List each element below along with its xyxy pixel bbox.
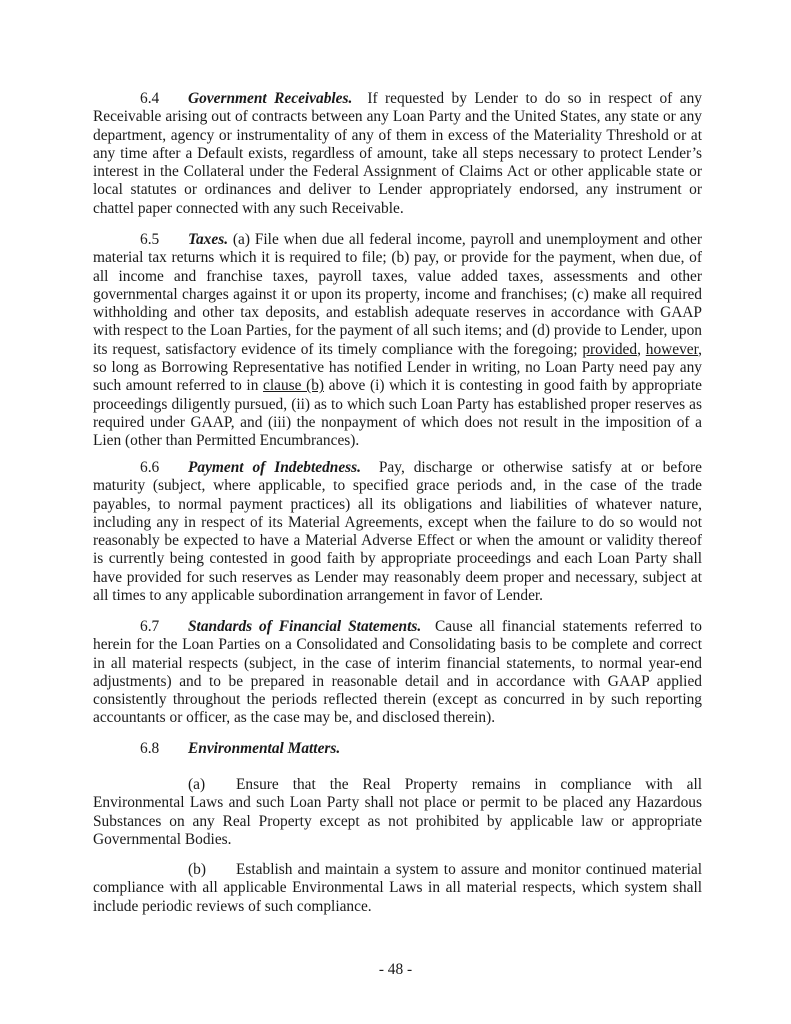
section-number: 6.5 (140, 231, 160, 248)
defined-term-provided: provided (582, 340, 638, 358)
section-6-5 (93, 231, 702, 451)
section-heading: Standards of Financial Statements. (188, 618, 422, 635)
section-paragraph (93, 90, 702, 218)
section-body: Pay, discharge or otherwise satisfy at or before maturity (subject, where applicable, to specified grace periods and, in the case of the trade payables, to normal payment practices) all its obligations and liabilities of whatever nature, including any in respect of its Material Agreements, except when the failure to do so would not reasonably be expected to have a Material Adverse Effect or when the amount or validity thereof is currently being contested in good faith by appropriate proceedings and each Loan Party shall have provided for such reserves as Lender may reasonably deem proper and necessary, subject at all times to any applicable subordination arrangement in favor of Lender. (93, 459, 702, 605)
subsection-label: (b) (188, 861, 206, 878)
subsection-6-8-b (93, 861, 702, 916)
section-heading: Environmental Matters. (188, 740, 341, 757)
section-6-6 (93, 459, 702, 605)
subsection-body: Ensure that the Real Property remains in compliance with all Environmental Laws and such Loan Party shall not place or permit to be placed any Hazardous Substances on any Real Property except as not prohibited by applicable law or appropriate Governmental Bodies. (93, 776, 702, 848)
section-paragraph (93, 740, 702, 758)
section-heading: Taxes. (188, 231, 229, 248)
section-number: 6.4 (140, 90, 160, 107)
defined-term-however: however (645, 340, 699, 358)
clause-reference: clause (b) (263, 377, 325, 395)
subsection-6-8-a (93, 776, 702, 849)
section-body: Cause all financial statements referred to herein for the Loan Parties on a Consolidated and Consolidating basis to be complete and correct in all material respects (subject, in the case of interim financial statements, to normal year-end adjustments) and to be prepared in reasonable detail and in accordance with GAAP applied consistently throughout the periods reflected therein (except as concurred in by such reporting accountants or officer, as the case may be, and disclosed therein). (93, 618, 703, 727)
section-body: (a) File when due all federal income, payroll and unemployment and other material tax returns which it is required to file; (b) pay, or provide for the payment, when due, of all income and franchise taxes, payroll taxes, value added taxes, assessments and other governmental charges against it or upon its property, income and franchises; (c) make all required withholding and other tax deposits, and establish adequate reserves in accordance with GAAP with respect to the Loan Parties, for the payment of all such items; and (d) provide to Lender, upon its request, satisfactory evidence of its timely compliance with the foregoing; (93, 231, 702, 358)
subsection-paragraph (93, 776, 702, 849)
section-paragraph: 6.5 Taxes. (a) File when due all federal income, payroll and unemployment and other material tax returns which it is required to file; (b) pay, or provide for the payment, when due, of all income and franchise taxes, payroll taxes, value added taxes, assessments and other governmental charges against it or upon its property, income and franchises; (c) make all required withholding and other tax deposits, and establish adequate reserves in accordance with GAAP with respect to the Loan Parties, for the payment of all such items; and (d) provide to Lender, upon its request, satisfactory evidence of its timely compliance with the foregoing; provided, however, so long as Borrowing Representative has notified Lender in writing, no Loan Party need pay any such amount referred to in clause (b) above (i) which it is contesting in good faith by appropriate proceedings diligently pursued, (ii) as to which such Loan Party has established proper reserves as required under GAAP, and (iii) the nonpayment of which does not result in the imposition of a Lien (other than Permitted Encumbrances). (93, 231, 702, 450)
section-number: 6.7 (140, 618, 160, 635)
section-heading: Payment of Indebtedness. (188, 459, 362, 476)
section-number: 6.8 (140, 740, 160, 757)
section-paragraph (93, 618, 702, 728)
subsection-label: (a) (188, 776, 206, 793)
section-heading: Government Receivables. (188, 90, 353, 107)
subsection-body: Establish and maintain a system to assure and monitor continued material compliance with all applicable Environmental Laws in all material respects, which system shall include periodic reviews of such compliance. (93, 861, 702, 915)
section-paragraph (93, 459, 702, 605)
section-6-7 (93, 618, 702, 728)
section-body: If requested by Lender to do so in respect of any Receivable arising out of contracts between any Loan Party and the United States, any state or any department, agency or instrumentality of any of them in excess of the Materiality Threshold or at any time after a Default exists, regardless of amount, take all steps necessary to protect Lender’s interest in the Collateral under the Federal Assignment of Claims Act or other applicable state or local statutes or ordinances and deliver to Lender appropriately endorsed, any instrument or chattel paper connected with any such Receivable. (93, 90, 702, 217)
section-6-8 (93, 740, 702, 758)
section-6-4 (93, 90, 702, 218)
subsection-paragraph (93, 861, 702, 916)
section-number: 6.6 (140, 459, 160, 476)
page-number: - 48 - (378, 961, 413, 978)
